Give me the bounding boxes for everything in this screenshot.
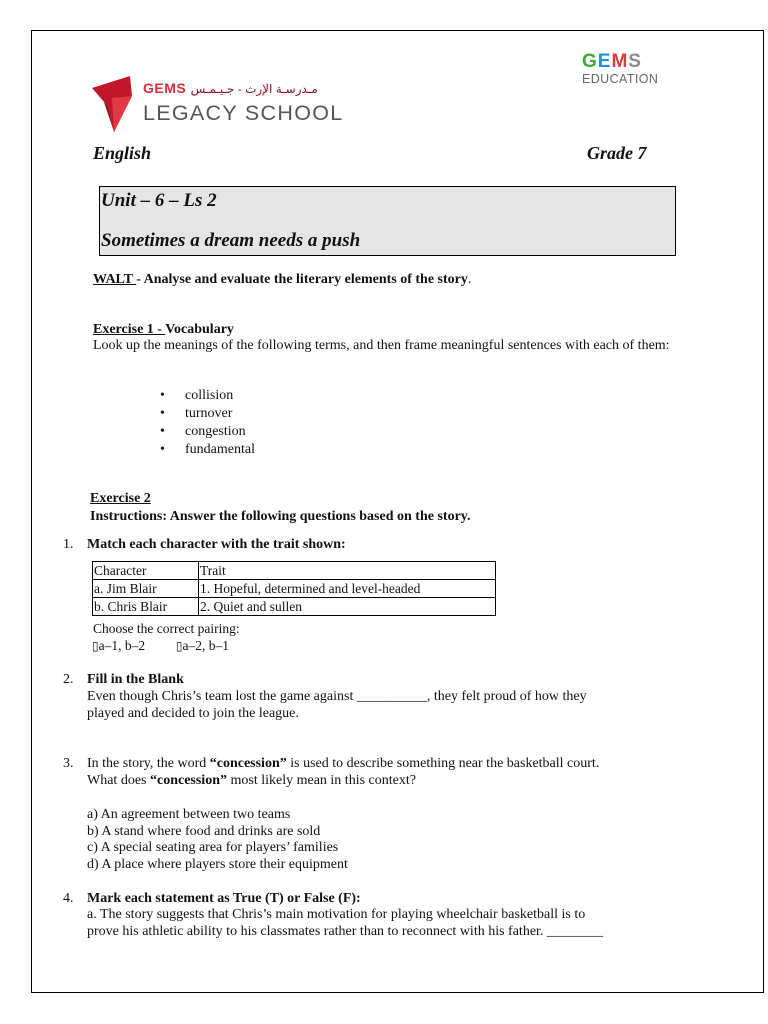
walt-objective: WALT - Analyse and evaluate the literary elements of the story. [93, 272, 472, 287]
checkbox-icon[interactable]: ▯ [175, 639, 183, 653]
list-item: • fundamental [160, 441, 255, 459]
exercise1-title: Exercise 1 - Vocabulary [93, 322, 234, 337]
question-line: a. The story suggests that Chris’s main motivation for playing wheelchair basketball is to [87, 907, 586, 922]
question-line: Even though Chris’s team lost the game against __________, they felt proud of how they [87, 689, 587, 704]
question-number: 3. [63, 756, 74, 771]
table-header: Character [93, 562, 199, 580]
table-header: Trait [199, 562, 496, 580]
walt-label: WALT [93, 272, 137, 287]
gems-education-logo [582, 52, 658, 86]
question-title: Mark each statement as True (T) or False (F): [87, 891, 361, 906]
pairing-prompt: Choose the correct pairing: [93, 621, 240, 636]
list-item: • collision [160, 387, 255, 405]
school-name: LEGACY SCHOOL [143, 101, 344, 125]
school-brand-line [143, 80, 318, 96]
question-line: played and decided to join the league. [87, 706, 299, 721]
checkbox-icon[interactable]: ▯ [92, 639, 99, 653]
edu-label: EDUCATION [582, 72, 659, 86]
table-cell: b. Chris Blair [93, 598, 199, 616]
list-item: • turnover [160, 405, 255, 423]
pairing-option: a–2, b–1 [182, 638, 229, 653]
gems-edu-brand: GEMS [582, 51, 642, 72]
table-cell: a. Jim Blair [93, 580, 199, 598]
question-text: Match each character with the trait shown: [87, 537, 346, 552]
school-brand: GEMS [143, 80, 187, 96]
vocabulary-list [160, 387, 255, 459]
table-row [93, 562, 496, 580]
exercise1-instruction: Look up the meanings of the following terms, and then frame meaningful sentences with each of them: [93, 338, 670, 353]
question-line: What does “concession” most likely mean in this context? [87, 773, 416, 788]
list-item: • congestion [160, 423, 255, 441]
table-cell: 2. Quiet and sullen [199, 598, 496, 616]
pairing-option: a–1, b–2 [98, 638, 146, 653]
question-number: 4. [63, 891, 74, 906]
answer-option: d) A place where players store their equipment [87, 857, 348, 872]
pairing-options [92, 637, 229, 655]
question-line: prove his athletic ability to his classmates rather than to reconnect with his father. ________ [87, 924, 603, 939]
question-number: 1. [63, 537, 74, 552]
question-line: In the story, the word “concession” is used to describe something near the basketball court. [87, 756, 600, 771]
table-row [93, 598, 496, 616]
question-number: 2. [63, 672, 74, 687]
answer-option: a) An agreement between two teams [87, 807, 291, 822]
walt-text: Analyse and evaluate the literary elements of the story [143, 272, 468, 287]
school-logo [92, 76, 138, 134]
subject-title: English [93, 143, 152, 163]
lesson-title: Sometimes a dream needs a push [101, 230, 361, 251]
trait-table [92, 561, 496, 616]
unit-number: Unit – 6 – Ls 2 [101, 190, 217, 211]
grade-title: Grade 7 [587, 143, 647, 163]
table-row [93, 580, 496, 598]
table-cell: 1. Hopeful, determined and level-headed [199, 580, 496, 598]
question-title: Fill in the Blank [87, 672, 184, 687]
legacy-emblem-icon [92, 76, 138, 134]
school-arabic-name: مـدرسـة الإرث - جـيـمـس [190, 82, 318, 96]
answer-option: b) A stand where food and drinks are sold [87, 824, 321, 839]
exercise2-title: Exercise 2 [90, 491, 151, 506]
answer-option: c) A special seating area for players’ families [87, 840, 339, 855]
exercise2-instruction: Instructions: Answer the following questions based on the story. [90, 509, 471, 524]
